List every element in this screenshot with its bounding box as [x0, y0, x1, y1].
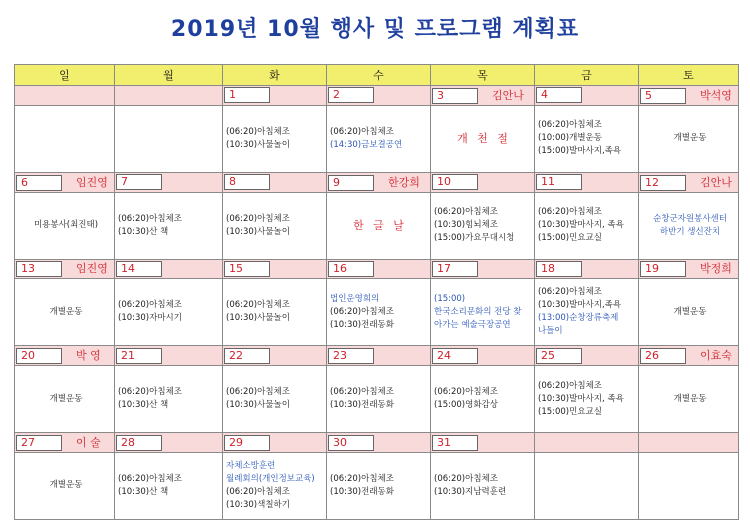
event-line: 미용봉사(최진태)	[33, 220, 99, 231]
event-line: (10:30)사물놀이	[226, 400, 290, 411]
event-line: 월례회의(개인정보교육)	[226, 473, 315, 484]
date-cell	[15, 172, 115, 192]
day-number: 8	[224, 174, 270, 190]
weekday-mon: 월	[115, 65, 223, 86]
date-cell	[535, 346, 639, 366]
day-number: 18	[536, 261, 582, 277]
date-cell	[431, 86, 535, 106]
event-line: (10:30)산 책	[118, 486, 169, 497]
event-line: (06:20)아침체조	[434, 473, 498, 484]
event-line: (15:00)민요교실	[538, 406, 602, 417]
date-cell	[115, 433, 223, 453]
birthday-name: 이 술	[76, 436, 101, 449]
day-number: 31	[432, 435, 478, 451]
event-line: (06:20)아침체조	[118, 300, 182, 311]
date-cell	[327, 259, 431, 279]
event-line: (06:20)아침체조	[330, 306, 394, 317]
event-line: 하반기 생신잔치	[659, 226, 721, 237]
date-cell	[115, 259, 223, 279]
date-cell	[535, 172, 639, 192]
event-cell	[535, 366, 639, 433]
day-number: 27	[16, 435, 62, 451]
event-line: (10:30)전래동화	[330, 400, 394, 411]
weekday-fri: 금	[535, 65, 639, 86]
day-number: 25	[536, 348, 582, 364]
day-number: 1	[224, 87, 270, 103]
event-line: (10:30)자마시기	[118, 313, 182, 324]
weekday-wed: 수	[327, 65, 431, 86]
event-line: (06:20)아침체조	[226, 486, 290, 497]
event-line: (06:20)아침체조	[226, 126, 290, 137]
calendar-table	[14, 64, 739, 520]
event-line: (06:20)아침체조	[118, 213, 182, 224]
day-number: 28	[116, 435, 162, 451]
day-number: 24	[432, 348, 478, 364]
day-number: 15	[224, 261, 270, 277]
event-cell	[15, 366, 115, 433]
date-cell	[223, 86, 327, 106]
date-cell	[327, 346, 431, 366]
event-cell	[535, 105, 639, 172]
event-line: (10:30)사물놀이	[226, 313, 290, 324]
date-cell	[115, 86, 223, 106]
event-line: (15:00)영화감상	[434, 400, 498, 411]
day-number: 5	[640, 88, 686, 104]
birthday-name: 박 영	[76, 349, 101, 363]
event-cell	[15, 105, 115, 172]
day-number: 6	[16, 175, 62, 191]
event-cell	[223, 366, 327, 433]
event-cell	[639, 105, 739, 172]
event-line: (15:00)민요교실	[538, 233, 602, 244]
event-cell	[639, 366, 739, 433]
day-number: 21	[116, 348, 162, 364]
day-number: 9	[328, 175, 374, 191]
event-line: 아가는 예술극장공연	[434, 319, 511, 330]
event-line: (15:00)발마사지,족욕	[538, 146, 622, 157]
event-line: (06:20)아침체조	[434, 207, 498, 218]
event-line: (06:20)아침체조	[226, 300, 290, 311]
event-line: (06:20)아침체조	[330, 126, 394, 137]
date-cell	[223, 346, 327, 366]
event-line: (10:00)개별운동	[538, 133, 602, 144]
date-row	[15, 433, 739, 453]
date-cell	[431, 433, 535, 453]
event-line: (06:20)아침체조	[118, 387, 182, 398]
birthday-name: 김안나	[700, 175, 732, 189]
birthday-name: 박석영	[700, 88, 732, 102]
birthday-name: 박정희	[700, 262, 732, 276]
event-line: 나들이	[538, 326, 563, 337]
day-number: 3	[432, 88, 478, 104]
date-row	[15, 346, 739, 366]
date-cell	[327, 433, 431, 453]
event-cell	[431, 192, 535, 259]
weekday-sun: 일	[15, 65, 115, 86]
event-line: 법인운영회의	[330, 293, 380, 304]
date-row	[15, 259, 739, 279]
day-number: 20	[16, 348, 62, 364]
date-cell	[639, 433, 739, 453]
event-line: (10:30)발마사지,족욕	[538, 300, 622, 311]
date-cell	[15, 86, 115, 106]
day-number: 2	[328, 87, 374, 103]
event-line: 순창군자원봉사센터	[653, 213, 727, 224]
event-cell	[115, 192, 223, 259]
event-cell	[223, 279, 327, 346]
event-line: 개별운동	[673, 393, 707, 404]
event-cell	[223, 452, 327, 519]
event-cell	[431, 452, 535, 519]
event-line: (06:20)아침체조	[434, 387, 498, 398]
day-number: 4	[536, 87, 582, 103]
weekday-sat: 토	[639, 65, 739, 86]
event-line: (10:30)발마사지, 족욕	[538, 220, 624, 231]
date-cell	[431, 172, 535, 192]
event-cell	[15, 279, 115, 346]
event-line: 개별운동	[49, 306, 83, 317]
birthday-name: 임진영	[76, 262, 108, 276]
date-row	[15, 86, 739, 106]
event-cell	[327, 105, 431, 172]
event-cell	[431, 279, 535, 346]
day-number: 16	[328, 261, 374, 277]
date-cell	[639, 259, 739, 279]
event-cell	[327, 279, 431, 346]
event-line: (10:30)산 책	[118, 400, 169, 411]
day-number: 30	[328, 435, 374, 451]
event-cell	[639, 452, 739, 519]
birthday-name: 한강희	[388, 175, 420, 189]
weekday-thu: 목	[431, 65, 535, 86]
date-cell	[15, 346, 115, 366]
event-cell	[223, 105, 327, 172]
event-cell	[115, 279, 223, 346]
event-line: 개별운동	[49, 393, 83, 404]
date-cell	[327, 172, 431, 192]
event-cell	[115, 452, 223, 519]
date-cell	[535, 86, 639, 106]
day-number: 23	[328, 348, 374, 364]
event-line: (06:20)아침체조	[538, 207, 602, 218]
day-number: 22	[224, 348, 270, 364]
event-line: (10:30)전래동화	[330, 486, 394, 497]
event-line: 개별운동	[49, 480, 83, 491]
event-line: 개별운동	[673, 306, 707, 317]
event-line: 한국소리문화의 전당 찾	[434, 306, 522, 317]
event-line: 개별운동	[673, 133, 707, 144]
event-cell	[115, 105, 223, 172]
day-number: 12	[640, 175, 686, 191]
event-line: (06:20)아침체조	[538, 287, 602, 298]
event-row	[15, 366, 739, 433]
date-cell	[15, 433, 115, 453]
date-cell	[327, 86, 431, 106]
day-number: 10	[432, 174, 478, 190]
event-cell	[15, 452, 115, 519]
event-line: (10:30)힘뇌체조	[434, 220, 498, 231]
event-cell	[431, 366, 535, 433]
event-line: (10:30)사물놀이	[226, 139, 290, 150]
date-cell	[223, 433, 327, 453]
event-cell	[431, 105, 535, 172]
event-cell	[327, 192, 431, 259]
day-number: 26	[640, 348, 686, 364]
event-line: (06:20)아침체조	[118, 473, 182, 484]
event-line: (10:30)사물놀이	[226, 226, 290, 237]
event-cell	[115, 366, 223, 433]
weekday-header-row	[15, 65, 739, 86]
date-cell	[115, 346, 223, 366]
event-line: (10:30)전래동화	[330, 319, 394, 330]
date-cell	[535, 433, 639, 453]
date-cell	[535, 259, 639, 279]
event-line: (14:30)금보결공연	[330, 139, 403, 150]
event-line: (15:00)	[434, 293, 466, 304]
event-cell	[15, 192, 115, 259]
event-row	[15, 192, 739, 259]
day-number: 14	[116, 261, 162, 277]
event-line: 한 글 날	[353, 219, 407, 233]
event-cell	[535, 452, 639, 519]
page-title: 2019년 10월 행사 및 프로그램 계획표	[170, 17, 580, 42]
event-line: (15:00)가요무대시청	[434, 233, 515, 244]
day-number: 19	[640, 261, 686, 277]
date-cell	[223, 172, 327, 192]
event-line: (06:20)아침체조	[330, 387, 394, 398]
event-cell	[639, 279, 739, 346]
date-cell	[639, 86, 739, 106]
day-number: 29	[224, 435, 270, 451]
date-cell	[431, 259, 535, 279]
event-line: (10:30)색칠하기	[226, 499, 290, 510]
weekday-tue: 화	[223, 65, 327, 86]
event-cell	[327, 366, 431, 433]
event-cell	[223, 192, 327, 259]
date-row	[15, 172, 739, 192]
birthday-name: 임진영	[76, 175, 108, 189]
event-line: (13:00)순창장류축제	[538, 313, 619, 324]
date-cell	[115, 172, 223, 192]
event-line: (10:30)지남력훈련	[434, 486, 507, 497]
event-line: (06:20)아침체조	[226, 387, 290, 398]
event-line: 자체소방훈련	[226, 460, 276, 471]
birthday-name: 이효숙	[700, 349, 732, 363]
day-number: 13	[16, 261, 62, 277]
event-line: (06:20)아침체조	[538, 120, 602, 131]
event-row	[15, 105, 739, 172]
event-row	[15, 279, 739, 346]
event-line: (06:20)아침체조	[226, 213, 290, 224]
event-line: (10:30)산 책	[118, 226, 169, 237]
event-cell	[639, 192, 739, 259]
event-cell	[327, 452, 431, 519]
date-cell	[639, 346, 739, 366]
day-number: 7	[116, 174, 162, 190]
day-number: 11	[536, 174, 582, 190]
event-cell	[535, 279, 639, 346]
event-line: (06:20)아침체조	[538, 380, 602, 391]
day-number: 17	[432, 261, 478, 277]
event-line: (10:30)발마사지, 족욕	[538, 393, 624, 404]
date-cell	[15, 259, 115, 279]
event-cell	[535, 192, 639, 259]
date-cell	[639, 172, 739, 192]
event-line: 개 천 절	[457, 132, 511, 146]
event-row	[15, 452, 739, 519]
date-cell	[223, 259, 327, 279]
date-cell	[431, 346, 535, 366]
birthday-name: 김안나	[492, 88, 524, 102]
event-line: (06:20)아침체조	[330, 473, 394, 484]
